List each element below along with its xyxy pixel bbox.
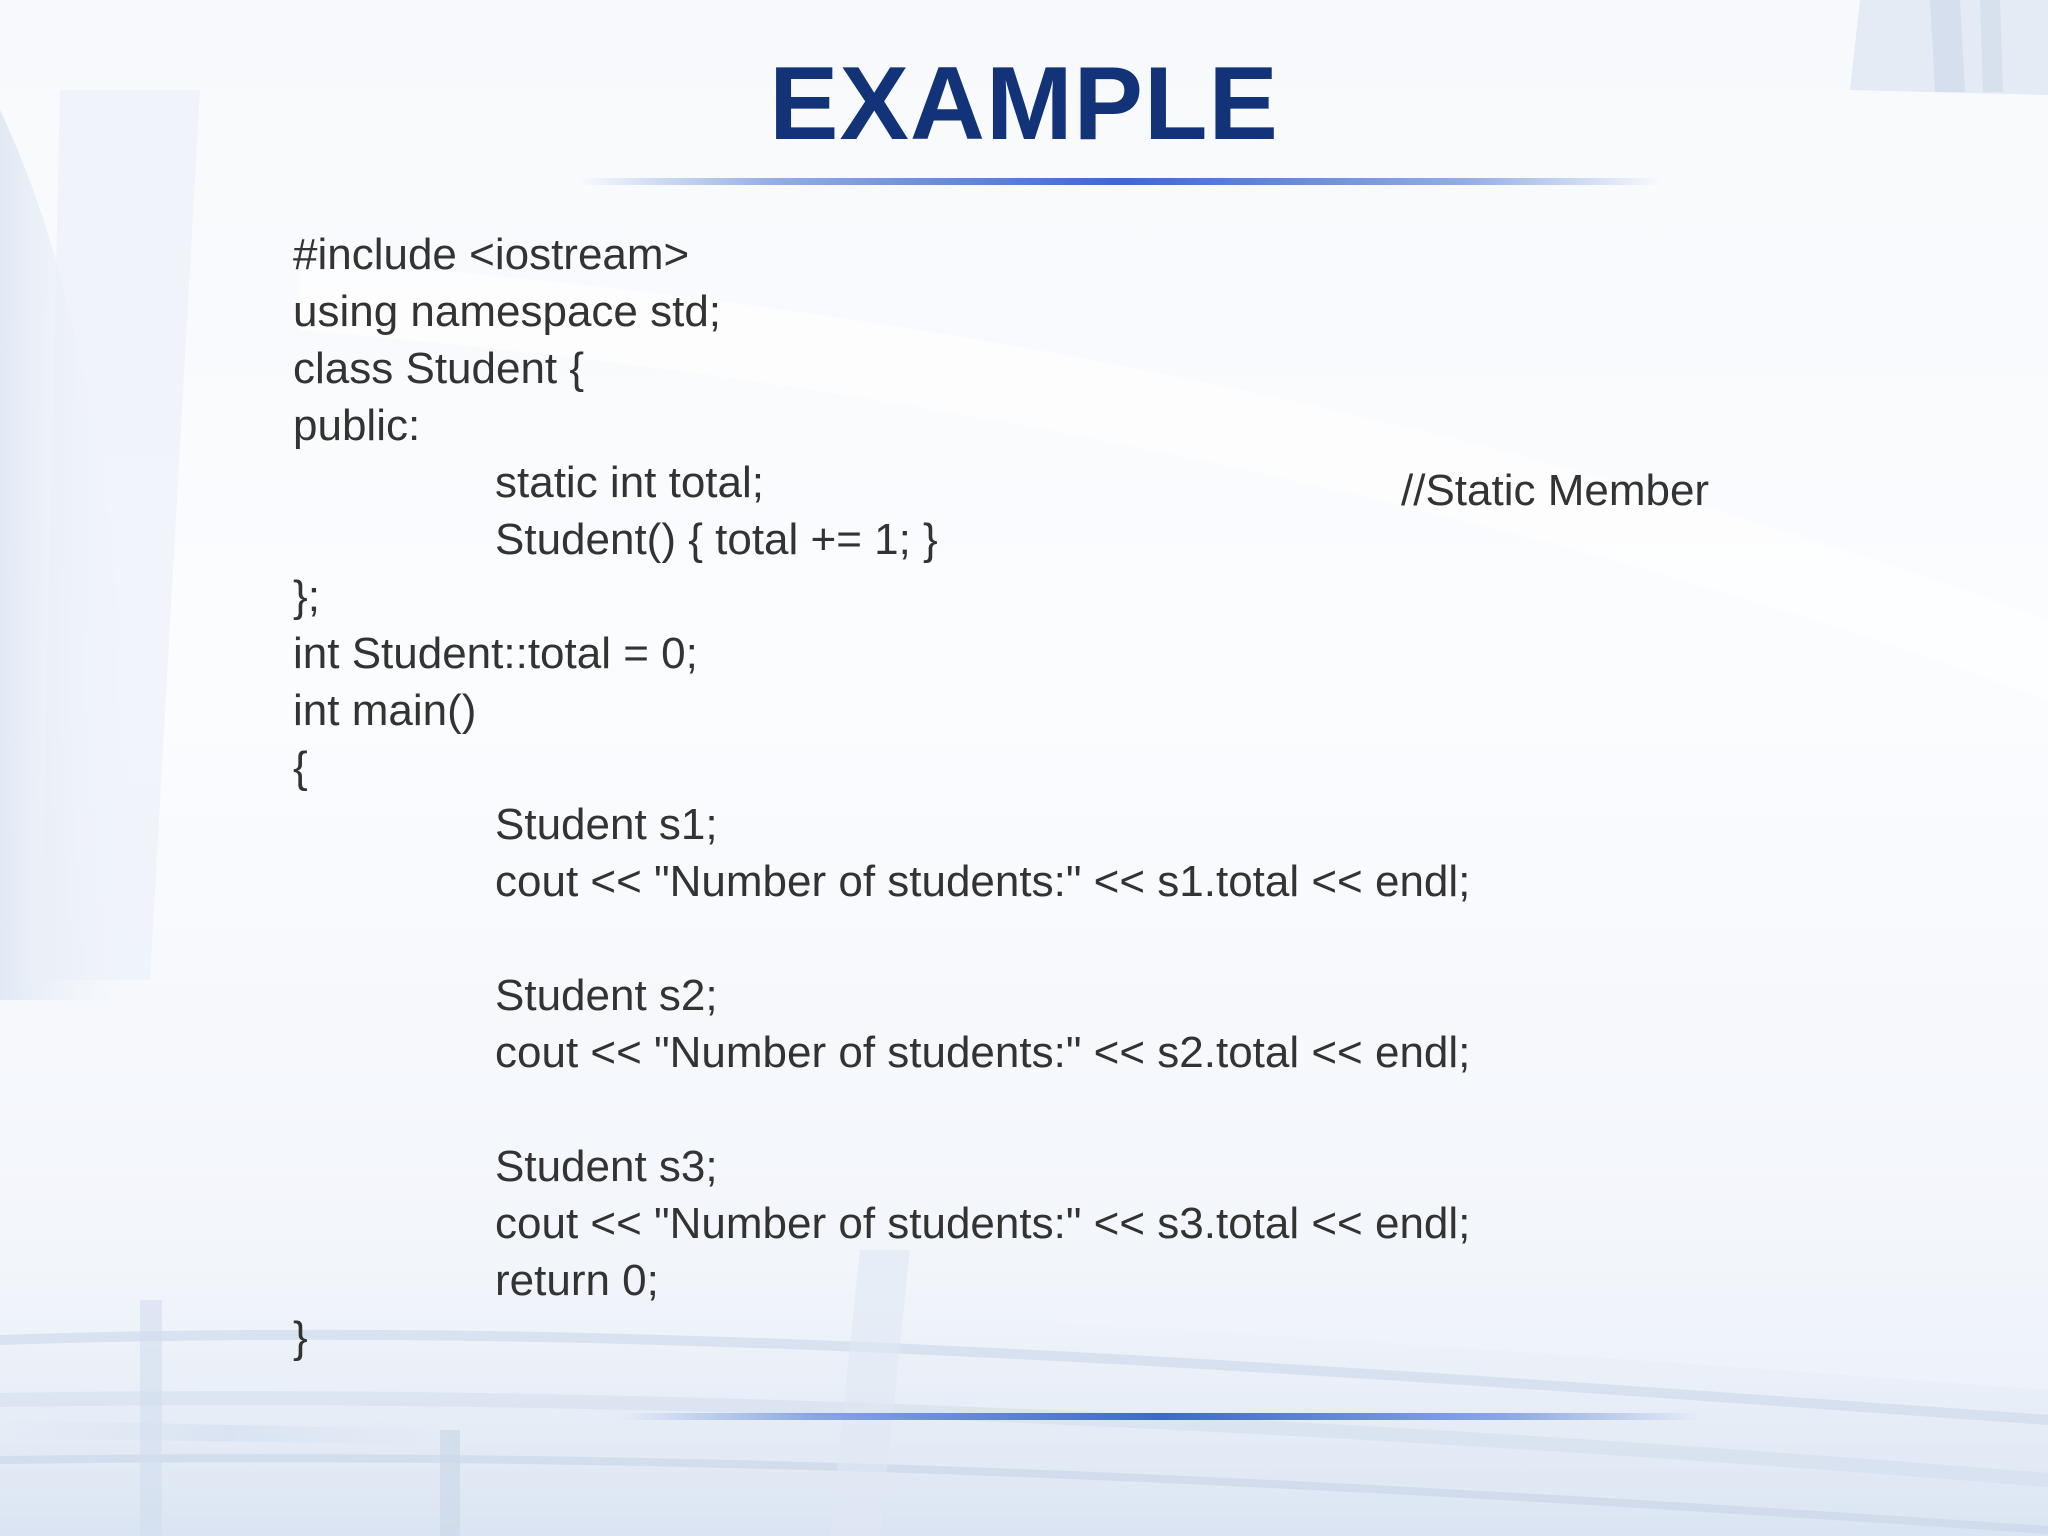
code-line: static int total; [495, 458, 765, 507]
code-line: cout << "Number of students:" << s3.total << endl; [495, 1199, 1471, 1248]
title-underline-rule [580, 178, 1660, 185]
code-line: Student s3; [495, 1142, 718, 1191]
static-member-comment: //Static Member [1401, 466, 1710, 515]
code-line: }; [293, 572, 320, 621]
code-block [293, 226, 1793, 1366]
code-line: cout << "Number of students:" << s2.total << endl; [495, 1028, 1471, 1077]
footer-rule [620, 1413, 1700, 1420]
code-line: int main() [293, 686, 477, 735]
code-line: Student s1; [495, 800, 718, 849]
code-line: { [293, 743, 308, 792]
code-line: using namespace std; [293, 287, 722, 336]
code-line: public: [293, 401, 421, 450]
slide-title: EXAMPLE [769, 46, 1279, 162]
code-line: cout << "Number of students:" << s1.total << endl; [495, 857, 1471, 906]
code-line: } [293, 1313, 308, 1362]
code-line: class Student { [293, 344, 585, 393]
code-line-blank [293, 1081, 1793, 1138]
code-line: Student s2; [495, 971, 718, 1020]
code-line-blank [293, 910, 1793, 967]
code-line: Student() { total += 1; } [495, 515, 938, 564]
code-line: return 0; [495, 1256, 659, 1305]
code-line: #include <iostream> [293, 230, 690, 279]
code-line: int Student::total = 0; [293, 629, 698, 678]
